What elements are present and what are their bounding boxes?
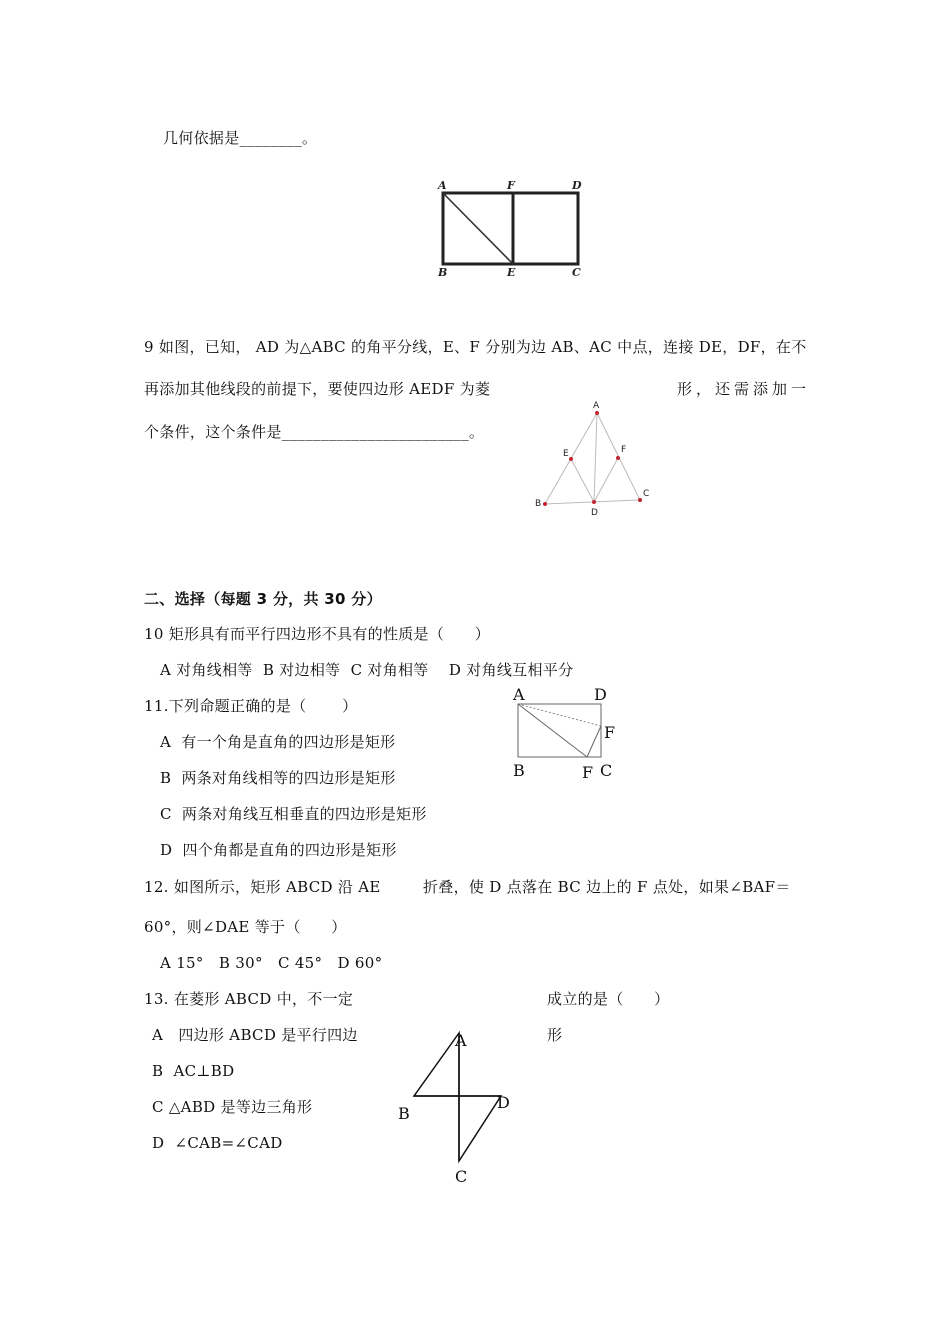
q9-line2a: 再添加其他线段的前提下，要使四边形 AEDF 为菱 bbox=[144, 380, 491, 398]
q13-label-a: A bbox=[455, 1031, 467, 1050]
q8-label-e: E bbox=[507, 266, 516, 279]
q12-label-f: F bbox=[582, 763, 594, 782]
q13-label-d: D bbox=[497, 1093, 510, 1112]
q12-label-b: B bbox=[513, 761, 525, 780]
q11-option-b: B 两条对角线相等的四边形是矩形 bbox=[160, 769, 396, 787]
q9-line1: 9 如图，已知， AD 为△ABC 的角平分线，E、F 分别为边 AB、AC 中点，连接 DE，DF，在不 bbox=[144, 338, 807, 356]
q9-line3: 个条件，这个条件是________________________。 bbox=[144, 423, 485, 441]
q8-label-c: C bbox=[572, 266, 581, 279]
q13-option-a: A 四边形 ABCD 是平行四边 bbox=[152, 1026, 358, 1044]
q9-line2b: 形，还需添加一 bbox=[677, 380, 811, 398]
q10-options: A 对角线相等 B 对边相等 C 对角相等 D 对角线互相平分 bbox=[160, 661, 574, 679]
q13-option-a-end: 形 bbox=[547, 1026, 563, 1044]
q13-label-c: C bbox=[455, 1167, 468, 1186]
q12-label-d: D bbox=[594, 685, 607, 704]
q11-option-d: D 四个角都是直角的四边形是矩形 bbox=[160, 841, 397, 859]
section-heading: 二、选择（每题 3 分，共 30 分） bbox=[144, 590, 382, 608]
q12-label-a: A bbox=[513, 685, 525, 704]
q12-line2: 60°，则∠DAE 等于（ ） bbox=[144, 918, 347, 936]
q8-label-b: B bbox=[438, 266, 448, 279]
q13-label-b: B bbox=[398, 1104, 410, 1123]
q13-option-c: C △ABD 是等边三角形 bbox=[152, 1098, 313, 1116]
q8-label-f: F bbox=[507, 179, 515, 192]
q12-label-e: F bbox=[604, 723, 616, 742]
q11-stem: 11.下列命题正确的是（ ） bbox=[144, 697, 358, 715]
q10-stem: 10 矩形具有而平行四边形不具有的性质是（ ） bbox=[144, 625, 491, 643]
q8-label-a: A bbox=[438, 179, 447, 192]
q12-line1a: 12. 如图所示，矩形 ABCD 沿 AE bbox=[144, 878, 381, 896]
q8-label-d: D bbox=[572, 179, 582, 192]
q13-option-d: D ∠CAB=∠CAD bbox=[152, 1134, 283, 1152]
q9-label-e: E bbox=[563, 449, 569, 459]
q11-option-c: C 两条对角线互相垂直的四边形是矩形 bbox=[160, 805, 427, 823]
q13-stem-b: 成立的是（ ） bbox=[547, 990, 670, 1008]
q13-option-b: B AC⊥BD bbox=[152, 1062, 235, 1080]
q12-label-c: C bbox=[600, 761, 613, 780]
q12-line1b: 折叠，使 D 点落在 BC 边上的 F 点处，如果∠BAF＝ bbox=[423, 878, 791, 896]
q9-label-d: D bbox=[591, 508, 598, 518]
q9-label-b: B bbox=[535, 499, 542, 509]
q8-tail: 几何依据是________。 bbox=[163, 129, 318, 147]
q9-label-c: C bbox=[643, 489, 650, 499]
q9-label-f: F bbox=[621, 445, 627, 455]
q11-option-a: A 有一个角是直角的四边形是矩形 bbox=[160, 733, 396, 751]
q9-label-a: A bbox=[593, 401, 600, 411]
q12-options: A 15° B 30° C 45° D 60° bbox=[160, 954, 383, 972]
q13-stem-a: 13. 在菱形 ABCD 中，不一定 bbox=[144, 990, 354, 1008]
